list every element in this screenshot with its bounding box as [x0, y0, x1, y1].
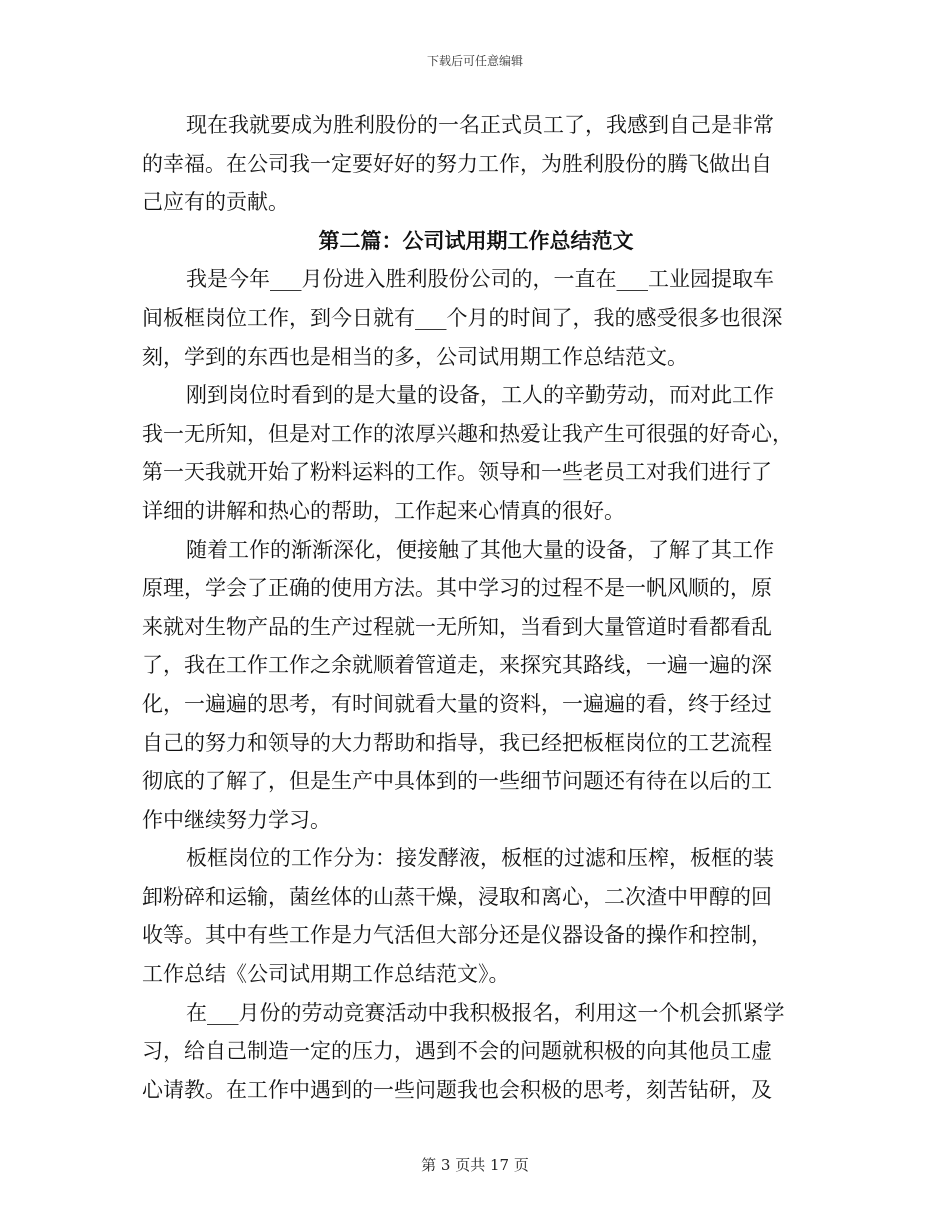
text-line: 我是今年___月份进入胜利股份公司的，一直在___工业园提取车 [186, 267, 774, 292]
text-line: 收等。其中有些工作是力气活但大部分还是仪器设备的操作和控制， [142, 923, 772, 948]
text-line: 习，给自己制造一定的压力，遇到不会的问题就积极的向其他员工虚 [142, 1039, 772, 1064]
text-line: 板框岗位的工作分为：接发酵液，板框的过滤和压榨，板框的装 [186, 846, 774, 871]
text-line: 彻底的了解了，但是生产中具体到的一些细节问题还有待在以后的工 [142, 769, 772, 794]
document-body [142, 106, 810, 1109]
text-line: 刻，学到的东西也是相当的多，公司试用期工作总结范文。 [142, 344, 688, 369]
section-title: 第二篇：公司试用期工作总结范文 [318, 227, 634, 253]
text-line: 第一天我就开始了粉料运料的工作。领导和一些老员工对我们进行了 [142, 460, 772, 485]
text-line: 来就对生物产品的生产过程就一无所知，当看到大量管道时看都看乱 [142, 614, 772, 639]
text-line: 工作总结《公司试用期工作总结范文》。 [142, 962, 510, 987]
text-line: 现在我就要成为胜利股份的一名正式员工了，我感到自己是非常 [186, 113, 774, 137]
text-line: 自己的努力和领导的大力帮助和指导，我已经把板框岗位的工艺流程 [142, 730, 772, 755]
text-line: 的幸福。在公司我一定要好好的努力工作，为胜利股份的腾飞做出自 [142, 151, 772, 176]
text-line: 己应有的贡献。 [142, 190, 289, 215]
text-line: 原理，学会了正确的使用方法。其中学习的过程不是一帆风顺的，原 [142, 576, 772, 601]
text-line: 我一无所知，但是对工作的浓厚兴趣和热爱让我产生可很强的好奇心， [142, 421, 793, 446]
text-line: 间板框岗位工作，到今日就有___个月的时间了，我的感受很多也很深 [142, 305, 783, 330]
page-header: 下载后可任意编辑 [426, 54, 523, 68]
text-line: 刚到岗位时看到的是大量的设备，工人的辛勤劳动，而对此工作 [186, 383, 774, 408]
text-line: 随着工作的渐渐深化，便接触了其他大量的设备，了解了其工作 [186, 537, 774, 562]
text-line: 在___月份的劳动竞赛活动中我积极报名，利用这一个机会抓紧学 [186, 1000, 785, 1025]
text-line: 心请教。在工作中遇到的一些问题我也会积极的思考，刻苦钻研，及 [142, 1077, 772, 1102]
text-line: 详细的讲解和热心的帮助，工作起来心情真的很好。 [142, 498, 625, 523]
text-line: 了，我在工作工作之余就顺着管道走，来探究其路线，一遍一遍的深 [142, 653, 772, 678]
text-line: 卸粉碎和运输，菌丝体的山蒸干燥，浸取和离心，二次渣中甲醇的回 [142, 884, 772, 909]
text-line: 作中继续努力学习。 [142, 807, 331, 832]
page-number: 第 3 页共 17 页 [421, 1156, 529, 1174]
text-line: 化，一遍遍的思考，有时间就看大量的资料，一遍遍的看，终于经过 [142, 691, 772, 716]
